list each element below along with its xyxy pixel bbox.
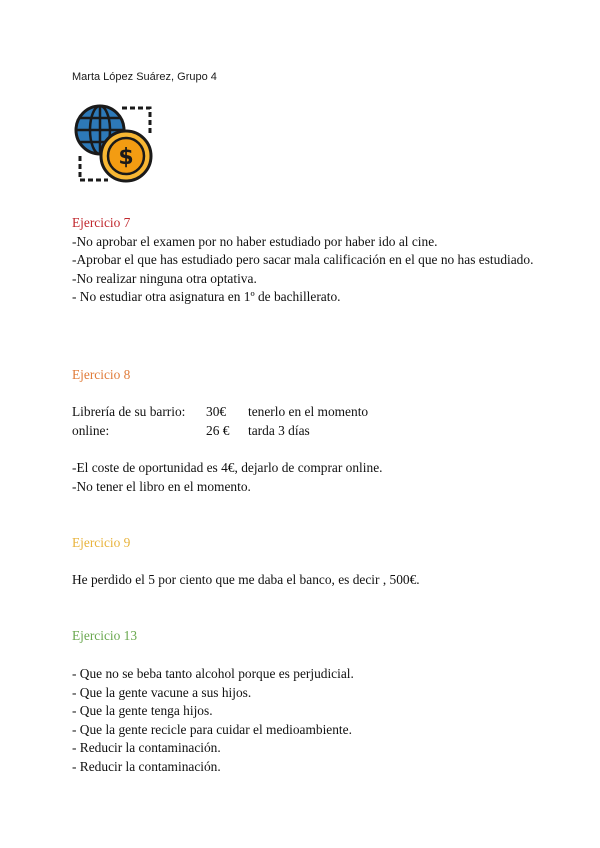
exercise-13-line: - Que la gente vacune a sus hijos. bbox=[72, 684, 252, 700]
exercise-8-line: -No tener el libro en el momento. bbox=[72, 478, 251, 494]
price-cell: 30€ bbox=[206, 404, 227, 419]
exercise-13-title: Ejercicio 13 bbox=[72, 628, 138, 643]
place-cell: online: bbox=[72, 422, 110, 438]
note-cell: tenerlo en el momento bbox=[248, 404, 369, 419]
exercise-9-text: He perdido el 5 por ciento que me daba el banco, es decir , 500€. bbox=[72, 572, 420, 587]
exercise-8-answers bbox=[72, 459, 542, 496]
svg-text:$: $ bbox=[118, 145, 134, 170]
exercise-7-title: Ejercicio 7 bbox=[72, 215, 131, 230]
globe-dollar-coin-icon bbox=[70, 100, 156, 186]
exercise-9 bbox=[72, 534, 542, 553]
exercise-8 bbox=[72, 366, 542, 385]
author-header: Marta López Suárez, Grupo 4 bbox=[72, 71, 217, 83]
place-cell: Librería de su barrio: bbox=[72, 404, 186, 419]
exercise-8-title: Ejercicio 8 bbox=[72, 367, 131, 382]
price-table bbox=[72, 403, 542, 440]
exercise-13-line: - Que la gente recicle para cuidar el medioambiente. bbox=[72, 721, 352, 737]
price-cell: 26 € bbox=[206, 422, 230, 438]
exercise-9-title: Ejercicio 9 bbox=[72, 535, 131, 550]
exercise-9-answer bbox=[72, 571, 542, 590]
note-cell: tarda 3 días bbox=[248, 422, 310, 438]
exercise-7-line: -No aprobar el examen por no haber estudiado por haber ido al cine. bbox=[72, 233, 438, 249]
exercise-13 bbox=[72, 627, 542, 646]
price-row bbox=[72, 403, 542, 422]
price-row bbox=[72, 422, 542, 441]
exercise-7-line: -Aprobar el que has estudiado pero sacar mala calificación en el que no has estudiado. bbox=[72, 252, 534, 268]
exercise-7 bbox=[72, 214, 542, 307]
exercise-13-line: - Que no se beba tanto alcohol porque es perjudicial. bbox=[72, 666, 354, 681]
exercise-13-line: - Reducir la contaminación. bbox=[72, 758, 221, 774]
exercise-13-answers bbox=[72, 665, 542, 777]
exercise-8-line: -El coste de oportunidad es 4€, dejarlo de comprar online. bbox=[72, 460, 383, 475]
exercise-7-line: - No estudiar otra asignatura en 1º de bachillerato. bbox=[72, 289, 341, 305]
exercise-13-line: - Que la gente tenga hijos. bbox=[72, 703, 213, 719]
exercise-13-line: - Reducir la contaminación. bbox=[72, 740, 221, 756]
exercise-7-line: -No realizar ninguna otra optativa. bbox=[72, 270, 257, 286]
